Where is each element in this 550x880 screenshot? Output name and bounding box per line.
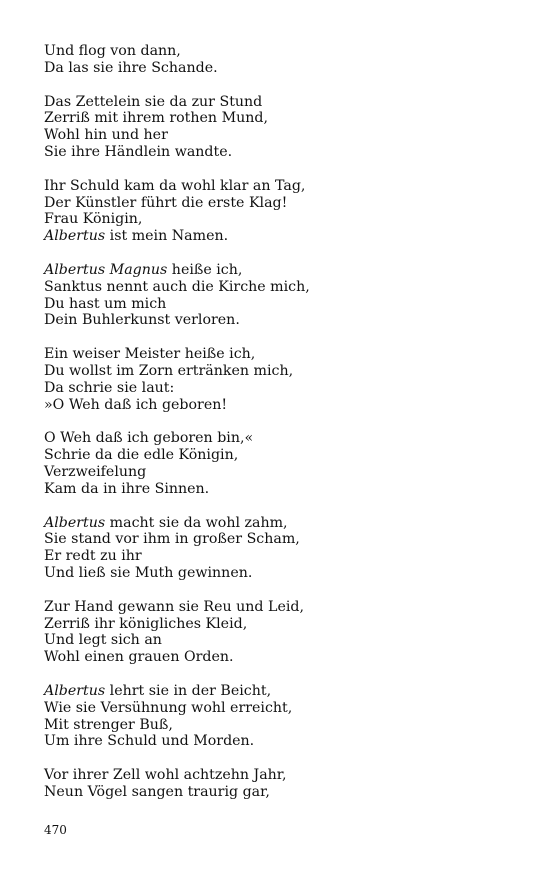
poem-line: [44, 649, 514, 666]
poem-line-italic: Albertus: [44, 514, 106, 531]
poem-line: [44, 312, 514, 329]
poem-line: [44, 178, 514, 195]
poem-line: [44, 717, 514, 734]
poem-line-text: Schrie da die edle Königin,: [44, 447, 239, 464]
poem-line-text: Wohl hin und her: [44, 127, 168, 144]
poem-line-text: Ihr Schuld kam da wohl klar an Tag,: [44, 177, 306, 194]
poem-line-text: Wohl einen grauen Orden.: [44, 649, 234, 666]
poem-line: [44, 430, 514, 447]
poem-line: [44, 616, 514, 633]
poem-line: [44, 515, 514, 532]
poem-line-text: Du hast um mich: [44, 295, 167, 312]
stanza: [44, 767, 514, 801]
poem-line-text: Zerriß mit ihrem rothen Mund,: [44, 110, 268, 127]
poem-line: [44, 632, 514, 649]
poem-line: [44, 767, 514, 784]
poem-line-text: Er redt zu ihr: [44, 548, 142, 565]
poem-line-text: Frau Königin,: [44, 211, 143, 228]
poem-line: [44, 464, 514, 481]
page-number: 470: [44, 823, 67, 837]
poem-line-text: Wie sie Versühnung wohl erreicht,: [44, 699, 293, 716]
stanza: [44, 346, 514, 413]
poem-line-text: Zerriß ihr königliches Kleid,: [44, 615, 248, 632]
poem-line: [44, 683, 514, 700]
poem-line: [44, 565, 514, 582]
poem-line: [44, 144, 514, 161]
poem-line-italic: Albertus: [44, 682, 106, 699]
stanza: [44, 43, 514, 77]
poem-line: [44, 127, 514, 144]
poem-line-text: Und legt sich an: [44, 632, 162, 649]
poem-line-text: Sie stand vor ihm in großer Scham,: [44, 531, 300, 548]
poem-line-text: Sanktus nennt auch die Kirche mich,: [44, 278, 310, 295]
poem-line-text: Verzweifelung: [44, 463, 147, 480]
poem-line-text: heiße ich,: [167, 261, 243, 278]
poem-line-text: Ein weiser Meister heiße ich,: [44, 346, 256, 363]
poem-line-text: Zur Hand gewann sie Reu und Leid,: [44, 598, 304, 615]
stanza: [44, 515, 514, 582]
poem-line-text: Und flog von dann,: [44, 43, 181, 59]
poem-line-text: Der Künstler führt die erste Klag!: [44, 194, 288, 211]
poem-line-text: Und ließ sie Muth gewinnen.: [44, 564, 253, 581]
stanza: [44, 683, 514, 750]
poem-line: [44, 599, 514, 616]
poem-line: [44, 397, 514, 414]
poem-line: [44, 110, 514, 127]
poem-line: [44, 94, 514, 111]
poem-line: [44, 195, 514, 212]
poem-line: [44, 262, 514, 279]
poem-line-text: Mit strenger Buß,: [44, 716, 173, 733]
poem-line: [44, 531, 514, 548]
poem-line-text: »O Weh daß ich geboren!: [44, 396, 228, 413]
poem-line: [44, 296, 514, 313]
poem-line-italic: Albertus Magnus: [44, 261, 168, 278]
poem-line: [44, 211, 514, 228]
poem-line-text: Neun Vögel sangen traurig gar,: [44, 783, 270, 800]
stanza: [44, 430, 514, 497]
poem-line: [44, 363, 514, 380]
poem-line: [44, 447, 514, 464]
stanza: [44, 599, 514, 666]
poem-line-text: Kam da in ihre Sinnen.: [44, 480, 210, 497]
poem-line: [44, 548, 514, 565]
poem-line: [44, 700, 514, 717]
stanza: [44, 178, 514, 245]
poem-line: [44, 380, 514, 397]
poem-line: [44, 60, 514, 77]
poem-line-text: lehrt sie in der Beicht,: [105, 682, 272, 699]
stanza: [44, 262, 514, 329]
poem-line: [44, 481, 514, 498]
poem-line-text: Das Zettelein sie da zur Stund: [44, 93, 263, 110]
poem-line-text: Sie ihre Händlein wandte.: [44, 143, 233, 160]
poem-line-italic: Albertus: [44, 228, 106, 245]
poem-line-text: Um ihre Schuld und Morden.: [44, 733, 255, 750]
stanza: [44, 94, 514, 161]
poem-line: [44, 346, 514, 363]
poem-line-text: Da schrie sie laut:: [44, 379, 175, 396]
poem-line-text: ist mein Namen.: [105, 228, 229, 245]
poem-line: [44, 228, 514, 245]
poem-line-text: O Weh daß ich geboren bin,«: [44, 430, 254, 447]
poem-line: [44, 43, 514, 60]
poem-line-text: macht sie da wohl zahm,: [105, 514, 288, 531]
poem-line: [44, 279, 514, 296]
poem-line: [44, 784, 514, 801]
poem-line-text: Du wollst im Zorn ertränken mich,: [44, 362, 294, 379]
poem-page: [44, 43, 514, 818]
poem-line-text: Da las sie ihre Schande.: [44, 59, 218, 76]
poem-line: [44, 733, 514, 750]
poem-line-text: Dein Buhlerkunst verloren.: [44, 312, 240, 329]
poem-line-text: Vor ihrer Zell wohl achtzehn Jahr,: [44, 767, 287, 784]
